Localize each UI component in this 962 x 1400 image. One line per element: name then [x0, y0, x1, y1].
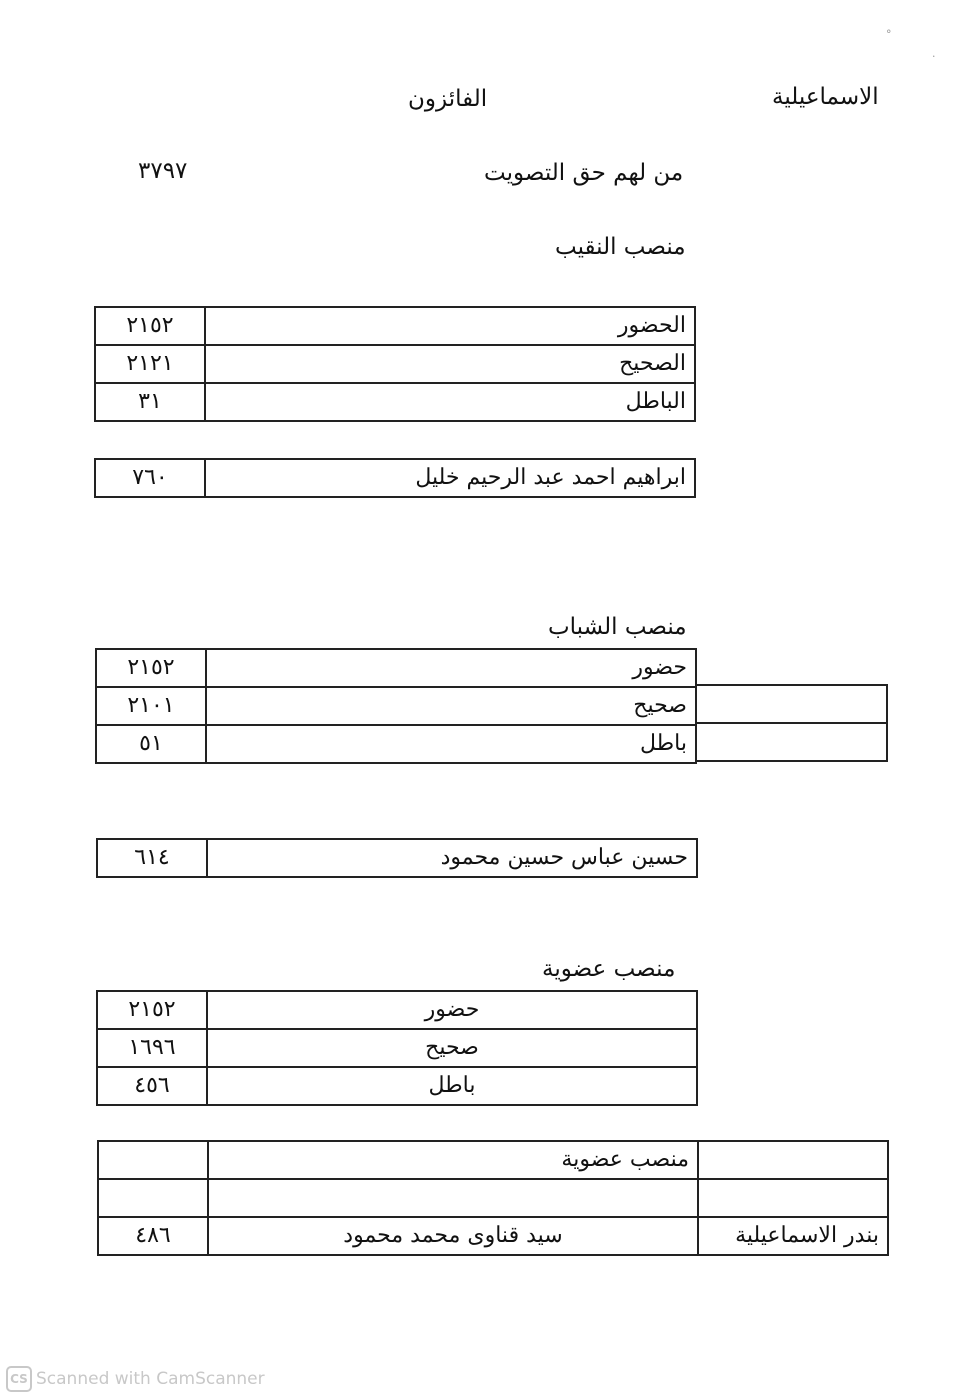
empty-cell	[98, 1141, 208, 1179]
table-row	[97, 839, 697, 877]
youth-section-title: منصب الشباب	[548, 614, 687, 640]
stat-value: ١٦٩٦	[97, 1029, 207, 1067]
empty-cell	[208, 1179, 698, 1217]
table-row	[98, 1141, 888, 1179]
table-row	[97, 1067, 697, 1105]
governorate-title: الاسماعيلية	[772, 84, 879, 110]
winner-votes: ٤٨٦	[98, 1217, 208, 1255]
table-row	[97, 1029, 697, 1067]
stat-label: حضور	[206, 649, 696, 687]
stat-value: ٢١٠١	[96, 687, 206, 725]
stat-label: باطل	[206, 725, 696, 763]
winner-name: سيد قناوى محمد محمود	[208, 1217, 698, 1255]
empty-cell	[698, 1141, 888, 1179]
stat-value: ٢١٥٢	[97, 991, 207, 1029]
table-row	[96, 725, 696, 763]
membership-stats-table	[96, 990, 698, 1106]
table-row	[95, 307, 695, 345]
stat-value: ٣١	[95, 383, 205, 421]
naqib-section-title: منصب النقيب	[555, 234, 686, 260]
table-row	[95, 459, 695, 497]
scan-speck: ·	[932, 50, 936, 63]
empty-cell	[98, 1179, 208, 1217]
stat-label: صحيح	[207, 1029, 697, 1067]
membership-section-title: منصب عضوية	[542, 956, 676, 982]
table-row	[96, 687, 696, 725]
youth-stats-table	[95, 648, 697, 764]
camscanner-watermark	[6, 1366, 265, 1392]
divider	[696, 722, 888, 724]
stat-label: الحضور	[205, 307, 695, 345]
eligible-voters-count: ٣٧٩٧	[138, 158, 188, 184]
winner-name: حسين عباس حسين محمود	[207, 839, 697, 877]
stat-label: الباطل	[205, 383, 695, 421]
stat-label: باطل	[207, 1067, 697, 1105]
camscanner-logo: CS	[6, 1366, 32, 1392]
stat-value: ٢١٢١	[95, 345, 205, 383]
winner-district: بندر الاسماعيلية	[698, 1217, 888, 1255]
stat-value: ٢١٥٢	[96, 649, 206, 687]
stat-value: ٢١٥٢	[95, 307, 205, 345]
table-row	[98, 1217, 888, 1255]
table-row	[95, 345, 695, 383]
youth-winner-table	[96, 838, 698, 878]
stat-label: صحيح	[206, 687, 696, 725]
winner-votes: ٧٦٠	[95, 459, 205, 497]
membership-results-table	[97, 1140, 889, 1256]
empty-cell	[698, 1179, 888, 1217]
stat-value: ٤٥٦	[97, 1067, 207, 1105]
winner-name: ابراهيم احمد عبد الرحيم خليل	[205, 459, 695, 497]
camscanner-text: Scanned with CamScanner	[36, 1369, 265, 1389]
stat-value: ٥١	[96, 725, 206, 763]
winners-title: الفائزون	[408, 86, 488, 112]
naqib-winner-table	[94, 458, 696, 498]
table-row	[95, 383, 695, 421]
stat-label: حضور	[207, 991, 697, 1029]
naqib-stats-table	[94, 306, 696, 422]
eligible-voters-label: من لهم حق التصويت	[484, 160, 684, 186]
table-row	[96, 649, 696, 687]
table-row	[98, 1179, 888, 1217]
winner-votes: ٦١٤	[97, 839, 207, 877]
results-title: منصب عضوية	[208, 1141, 698, 1179]
table-row	[97, 991, 697, 1029]
scan-speck: °	[886, 28, 892, 41]
stat-label: الصحيح	[205, 345, 695, 383]
